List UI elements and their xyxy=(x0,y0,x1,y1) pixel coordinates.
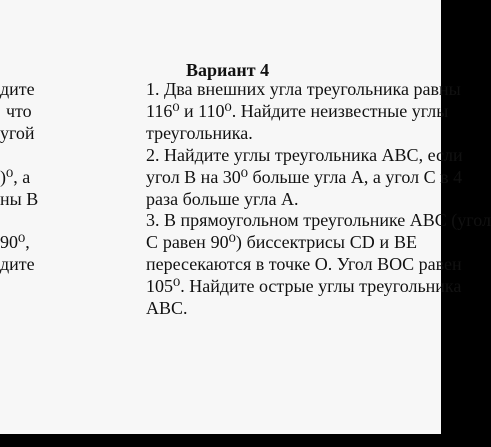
variant-title: Вариант 4 xyxy=(186,60,270,80)
problem-2-line: раза больше угла А. xyxy=(146,189,299,209)
problem-3-line: C равен 90⁰) биссектрисы CD и BE xyxy=(146,232,417,252)
left-fragment: угой xyxy=(0,123,35,143)
left-fragment: )⁰, а xyxy=(0,167,31,187)
left-fragment: что xyxy=(6,101,32,121)
problem-1-line: 116⁰ и 110⁰. Найдите неизвестные углы xyxy=(146,101,449,121)
left-fragment: дите xyxy=(0,79,35,99)
problem-3-line: пересекаются в точке O. Угол BOC равен xyxy=(146,254,462,274)
problem-3-line: 105⁰. Найдите острые углы треугольника xyxy=(146,276,462,296)
left-fragment: дите xyxy=(0,254,35,274)
problem-3-line: 3. В прямоугольном треугольнике ABC (угол xyxy=(146,210,491,230)
problem-2-line: 2. Найдите углы треугольника ABC, если xyxy=(146,145,463,165)
problem-1-line: 1. Два внешних угла треугольника равны xyxy=(146,79,461,99)
problem-2-line: угол B на 30⁰ больше угла A, а угол C в 4 xyxy=(146,167,463,187)
left-fragment: 90⁰, xyxy=(0,232,30,252)
left-fragment: ны B xyxy=(0,189,39,209)
problem-3-line: ABC. xyxy=(146,298,188,318)
problem-1-line: треугольника. xyxy=(146,123,253,143)
